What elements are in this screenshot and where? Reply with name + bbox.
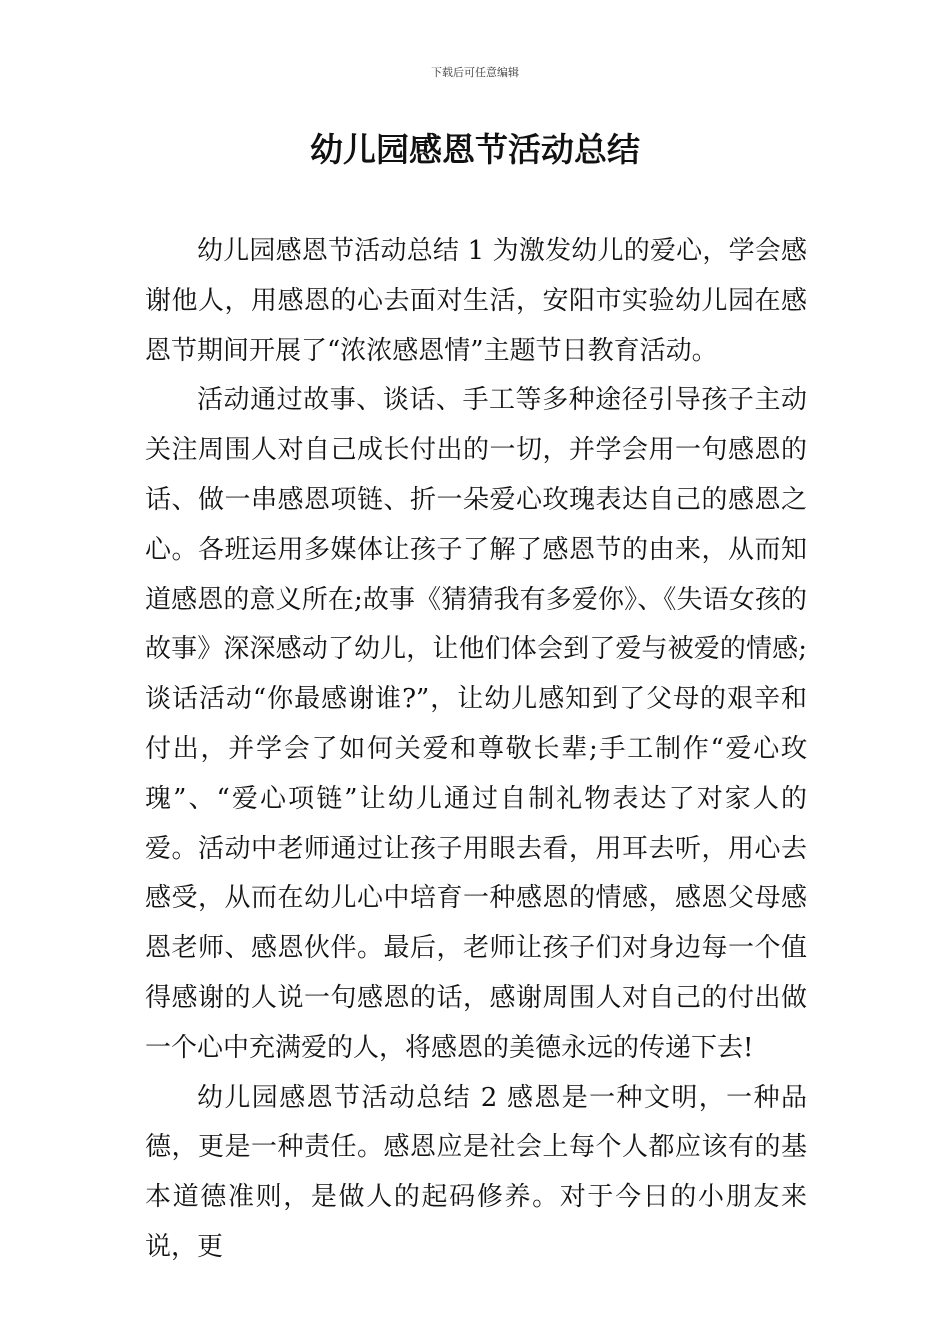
paragraph-1: 幼儿园感恩节活动总结 1 为激发幼儿的爱心，学会感谢他人，用感恩的心去面对生活，安阳市实验幼儿园在感恩节期间开展了“浓浓感恩情”主题节日教育活动。: [145, 236, 807, 366]
document-title: 幼儿园感恩节活动总结: [310, 130, 640, 169]
paragraph-3: 幼儿园感恩节活动总结 2 感恩是一种文明，一种品德，更是一种责任。感恩应是社会上每个人都应该有的基本道德准则，是做人的起码修养。对于今日的小朋友来说，更: [145, 1082, 807, 1262]
header-note: 下载后可任意编辑: [431, 66, 519, 79]
paragraph-2: 活动通过故事、谈话、手工等多种途径引导孩子主动关注周围人对自己成长付出的一切，并学会用一句感恩的话、做一串感恩项链、折一朵爱心玫瑰表达自己的感恩之心。各班运用多媒体让孩子了解了感恩节的由来，从而知道感恩的意义所在;故事《猜猜我有多爱你》、《失语女孩的故事》深深感动了幼儿，让他们体会到了爱与被爱的情感;谈话活动“你最感谢谁?”，让幼儿感知到了父母的艰辛和付出，并学会了如何关爱和尊敬长辈;手工制作“爱心玫瑰”、“爱心项链”让幼儿通过自制礼物表达了对家人的爱。活动中老师通过让孩子用眼去看，用耳去听，用心去感受，从而在幼儿心中培育一种感恩的情感，感恩父母感恩老师、感恩伙伴。最后，老师让孩子们对身边每一个值得感谢的人说一句感恩的话，感谢周围人对自己的付出做一个心中充满爱的人，将感恩的美德永远的传递下去!: [145, 385, 807, 1063]
document-body: [145, 227, 807, 1273]
